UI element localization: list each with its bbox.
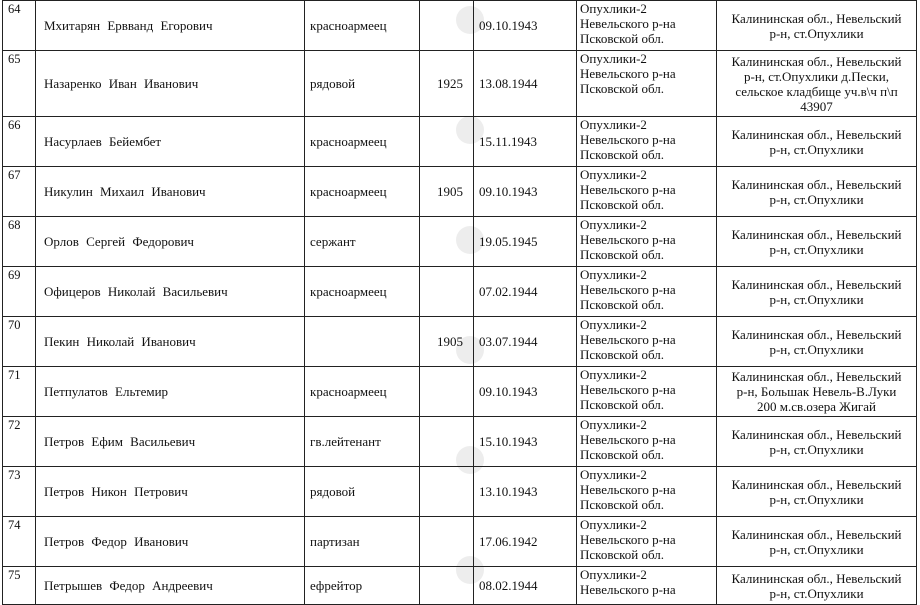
person-name: Петпулатов Ельтемир — [36, 367, 305, 417]
burial-place-line: Опухлики-2 — [580, 1, 647, 16]
burial-register-table — [2, 0, 917, 605]
birth-year: 1925 — [420, 51, 474, 117]
location-line: Калининская обл., Невельский — [731, 126, 902, 142]
table-row — [3, 467, 917, 517]
military-rank: красноармеец — [305, 117, 420, 167]
military-rank — [305, 317, 420, 367]
location-line: Калининская обл., Невельский — [731, 570, 902, 586]
burial-place-line: Невельского р-на — [580, 282, 676, 297]
location-line: р-н, ст.Опухлики — [769, 291, 864, 307]
table-row — [3, 417, 917, 467]
person-name: Офицеров Николай Васильевич — [36, 267, 305, 317]
military-rank: красноармеец — [305, 267, 420, 317]
military-rank: ефрейтор — [305, 567, 420, 605]
original-burial-location — [717, 417, 917, 467]
original-burial-location — [717, 167, 917, 217]
location-line: Калининская обл., Невельский — [731, 10, 902, 26]
row-number: 65 — [3, 51, 36, 117]
birth-year — [420, 267, 474, 317]
table-row — [3, 267, 917, 317]
burial-place — [577, 517, 717, 567]
death-date: 17.06.1942 — [474, 517, 577, 567]
death-date: 08.02.1944 — [474, 567, 577, 605]
burial-place — [577, 117, 717, 167]
person-name: Никулин Михаил Иванович — [36, 167, 305, 217]
death-date: 19.05.1945 — [474, 217, 577, 267]
location-line: Калининская обл., Невельский — [731, 476, 902, 492]
death-date: 13.08.1944 — [474, 51, 577, 117]
birth-year — [420, 117, 474, 167]
location-line: р-н, ст.Опухлики — [769, 491, 864, 507]
original-burial-location — [717, 467, 917, 517]
original-burial-location — [717, 51, 917, 117]
row-number: 68 — [3, 217, 36, 267]
birth-year — [420, 467, 474, 517]
person-name: Петров Федор Иванович — [36, 517, 305, 567]
location-line: р-н, Большак Невель-В.Луки — [736, 384, 897, 399]
burial-place — [577, 317, 717, 367]
location-line: р-н, ст.Опухлики — [769, 585, 864, 601]
burial-place-line: Невельского р-на — [580, 16, 676, 31]
row-number: 73 — [3, 467, 36, 517]
burial-place-line: Опухлики-2 — [580, 267, 647, 282]
burial-place-line: Невельского р-на — [580, 432, 676, 447]
location-line: Калининская обл., Невельский — [731, 326, 902, 342]
burial-place-line: Псковской обл. — [580, 81, 665, 96]
birth-year — [420, 1, 474, 51]
person-name: Мхитарян Ервванд Егорович — [36, 1, 305, 51]
person-name: Назаренко Иван Иванович — [36, 51, 305, 117]
death-date: 09.10.1943 — [474, 1, 577, 51]
person-name: Петров Ефим Васильевич — [36, 417, 305, 467]
location-line: сельское кладбище уч.в\ч п\п — [735, 83, 898, 99]
row-number: 66 — [3, 117, 36, 167]
military-rank: красноармеец — [305, 167, 420, 217]
original-burial-location — [717, 1, 917, 51]
burial-place-line: Невельского р-на — [580, 332, 676, 347]
location-line: р-н, ст.Опухлики — [769, 541, 864, 557]
birth-year — [420, 517, 474, 567]
original-burial-location — [717, 367, 917, 417]
death-date: 09.10.1943 — [474, 167, 577, 217]
original-burial-location — [717, 567, 917, 605]
burial-place-line: Невельского р-на — [580, 482, 676, 497]
location-line: р-н, ст.Опухлики — [769, 25, 864, 41]
military-rank: рядовой — [305, 467, 420, 517]
person-name: Насурлаев Бейембет — [36, 117, 305, 167]
table-row — [3, 367, 917, 417]
burial-place-line: Псковской обл. — [580, 197, 665, 212]
burial-place-line: Невельского р-на — [580, 66, 676, 81]
military-rank: сержант — [305, 217, 420, 267]
burial-place-line: Невельского р-на — [580, 582, 676, 597]
burial-place-line: Опухлики-2 — [580, 217, 647, 232]
location-line: Калининская обл., Невельский — [731, 53, 902, 69]
location-line: 43907 — [800, 98, 833, 114]
person-name: Петрышев Федор Андреевич — [36, 567, 305, 605]
burial-place-line: Псковской обл. — [580, 447, 665, 462]
burial-place — [577, 567, 717, 605]
birth-year — [420, 217, 474, 267]
death-date: 15.10.1943 — [474, 417, 577, 467]
burial-place-line: Псковской обл. — [580, 31, 665, 46]
location-line: 200 м.св.озера Жигай — [757, 399, 876, 414]
location-line: Калининская обл., Невельский — [731, 276, 902, 292]
burial-place-line: Псковской обл. — [580, 397, 665, 412]
table-row — [3, 317, 917, 367]
table-row — [3, 1, 917, 51]
burial-place-line: Опухлики-2 — [580, 317, 647, 332]
burial-place — [577, 267, 717, 317]
row-number: 70 — [3, 317, 36, 367]
table-row — [3, 567, 917, 605]
original-burial-location — [717, 517, 917, 567]
burial-place-line: Невельского р-на — [580, 132, 676, 147]
burial-place-line: Опухлики-2 — [580, 517, 647, 532]
burial-place — [577, 367, 717, 417]
birth-year: 1905 — [420, 317, 474, 367]
table-row — [3, 517, 917, 567]
row-number: 71 — [3, 367, 36, 417]
burial-place-line: Невельского р-на — [580, 182, 676, 197]
burial-place — [577, 167, 717, 217]
military-rank: красноармеец — [305, 367, 420, 417]
location-line: р-н, ст.Опухлики — [769, 141, 864, 157]
birth-year — [420, 367, 474, 417]
burial-place-line: Невельского р-на — [580, 532, 676, 547]
row-number: 74 — [3, 517, 36, 567]
table-row — [3, 217, 917, 267]
location-line: Калининская обл., Невельский — [731, 226, 902, 242]
death-date: 15.11.1943 — [474, 117, 577, 167]
burial-place — [577, 51, 717, 117]
military-rank: гв.лейтенант — [305, 417, 420, 467]
original-burial-location — [717, 217, 917, 267]
burial-place-line: Опухлики-2 — [580, 567, 647, 582]
person-name: Орлов Сергей Федорович — [36, 217, 305, 267]
person-name: Пекин Николай Иванович — [36, 317, 305, 367]
burial-place-line: Опухлики-2 — [580, 367, 647, 382]
location-line: р-н, ст.Опухлики — [769, 191, 864, 207]
burial-place-line: Псковской обл. — [580, 147, 665, 162]
military-rank: красноармеец — [305, 1, 420, 51]
burial-place — [577, 467, 717, 517]
row-number: 75 — [3, 567, 36, 605]
burial-place — [577, 217, 717, 267]
person-name: Петров Никон Петрович — [36, 467, 305, 517]
burial-place-line: Невельского р-на — [580, 382, 676, 397]
location-line: Калининская обл., Невельский — [731, 176, 902, 192]
death-date: 07.02.1944 — [474, 267, 577, 317]
table-row — [3, 51, 917, 117]
location-line: р-н, ст.Опухлики — [769, 441, 864, 457]
original-burial-location — [717, 267, 917, 317]
burial-place-line: Опухлики-2 — [580, 467, 647, 482]
burial-place — [577, 417, 717, 467]
row-number: 67 — [3, 167, 36, 217]
burial-place-line: Псковской обл. — [580, 347, 665, 362]
location-line: Калининская обл., Невельский — [731, 426, 902, 442]
birth-year: 1905 — [420, 167, 474, 217]
table-row — [3, 117, 917, 167]
row-number: 64 — [3, 1, 36, 51]
row-number: 69 — [3, 267, 36, 317]
burial-place-line: Псковской обл. — [580, 297, 665, 312]
location-line: р-н, ст.Опухлики д.Пески, — [744, 68, 889, 84]
burial-place-line: Опухлики-2 — [580, 51, 647, 66]
original-burial-location — [717, 117, 917, 167]
death-date: 09.10.1943 — [474, 367, 577, 417]
burial-place-line: Опухлики-2 — [580, 117, 647, 132]
location-line: р-н, ст.Опухлики — [769, 241, 864, 257]
original-burial-location — [717, 317, 917, 367]
location-line: р-н, ст.Опухлики — [769, 341, 864, 357]
location-line: Калининская обл., Невельский — [731, 369, 902, 384]
death-date: 03.07.1944 — [474, 317, 577, 367]
burial-place-line: Псковской обл. — [580, 497, 665, 512]
burial-place-line: Псковской обл. — [580, 247, 665, 262]
burial-place-line: Опухлики-2 — [580, 417, 647, 432]
row-number: 72 — [3, 417, 36, 467]
table-row — [3, 167, 917, 217]
military-rank: рядовой — [305, 51, 420, 117]
death-date: 13.10.1943 — [474, 467, 577, 517]
burial-place-line: Псковской обл. — [580, 547, 665, 562]
location-line: Калининская обл., Невельский — [731, 526, 902, 542]
burial-place — [577, 1, 717, 51]
birth-year — [420, 567, 474, 605]
burial-place-line: Невельского р-на — [580, 232, 676, 247]
military-rank: партизан — [305, 517, 420, 567]
burial-place-line: Опухлики-2 — [580, 167, 647, 182]
birth-year — [420, 417, 474, 467]
